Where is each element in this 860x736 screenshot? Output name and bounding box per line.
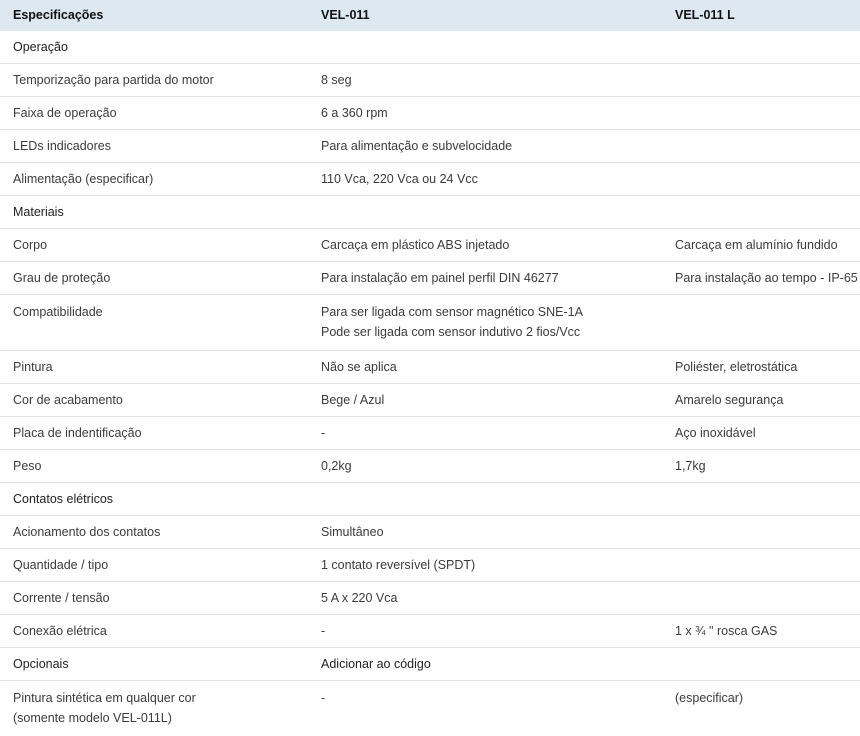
vel-011-l-value: Poliéster, eletrostática bbox=[662, 351, 860, 384]
vel-011-l-value: 1 x ¾ " rosca GAS bbox=[662, 615, 860, 648]
vel-011-l-value bbox=[662, 130, 860, 163]
vel-011-l-value bbox=[662, 582, 860, 615]
table-row bbox=[0, 384, 860, 417]
vel-011-value: 8 seg bbox=[308, 64, 662, 97]
spec-label: Corrente / tensão bbox=[0, 582, 308, 615]
vel-011-value: 110 Vca, 220 Vca ou 24 Vcc bbox=[308, 163, 662, 196]
table-row bbox=[0, 97, 860, 130]
section-label: Contatos elétricos bbox=[0, 483, 860, 516]
header-vel-011: VEL-011 bbox=[308, 0, 662, 31]
table-row bbox=[0, 351, 860, 384]
vel-011-l-value bbox=[662, 516, 860, 549]
vel-011-value: 5 A x 220 Vca bbox=[308, 582, 662, 615]
opcionais-note: Adicionar ao código bbox=[308, 648, 662, 681]
table-row bbox=[0, 450, 860, 483]
table-row bbox=[0, 615, 860, 648]
vel-011-value: 6 a 360 rpm bbox=[308, 97, 662, 130]
section-label: Materiais bbox=[0, 196, 860, 229]
spec-label: Temporização para partida do motor bbox=[0, 64, 308, 97]
spec-label: LEDs indicadores bbox=[0, 130, 308, 163]
spec-label: Grau de proteção bbox=[0, 262, 308, 295]
section-row-operacao bbox=[0, 31, 860, 64]
vel-011-l-value: Carcaça em alumínio fundido bbox=[662, 229, 860, 262]
spec-label: Conexão elétrica bbox=[0, 615, 308, 648]
vel-011-l-value bbox=[662, 549, 860, 582]
vel-011-value: - bbox=[308, 417, 662, 450]
vel-011-l-value bbox=[662, 163, 860, 196]
spec-label: Cor de acabamento bbox=[0, 384, 308, 417]
spec-label: Quantidade / tipo bbox=[0, 549, 308, 582]
vel-011-value: Não se aplica bbox=[308, 351, 662, 384]
table-row bbox=[0, 262, 860, 295]
section-row-opcionais bbox=[0, 648, 860, 681]
spec-label: Peso bbox=[0, 450, 308, 483]
spec-label: Acionamento dos contatos bbox=[0, 516, 308, 549]
label-line: (somente modelo VEL-011L) bbox=[13, 708, 308, 728]
header-especificacoes: Especificações bbox=[0, 0, 308, 31]
vel-011-l-value: 1,7kg bbox=[662, 450, 860, 483]
vel-011-l-value: Amarelo segurança bbox=[662, 384, 860, 417]
section-row-materiais bbox=[0, 196, 860, 229]
table-header-row bbox=[0, 0, 860, 31]
table-row bbox=[0, 516, 860, 549]
section-label: Operação bbox=[0, 31, 860, 64]
spec-label: Alimentação (especificar) bbox=[0, 163, 308, 196]
value-line: Pode ser ligada com sensor indutivo 2 fios/Vcc bbox=[321, 322, 662, 342]
table-row bbox=[0, 417, 860, 450]
label-line: Pintura sintética em qualquer cor bbox=[13, 688, 308, 708]
spec-label: Corpo bbox=[0, 229, 308, 262]
spec-label: Pintura bbox=[0, 351, 308, 384]
vel-011-l-value bbox=[662, 64, 860, 97]
header-vel-011-l: VEL-011 L bbox=[662, 0, 860, 31]
value-line: Para ser ligada com sensor magnético SNE-1A bbox=[321, 302, 662, 322]
vel-011-value: 0,2kg bbox=[308, 450, 662, 483]
vel-011-value bbox=[308, 295, 662, 351]
vel-011-l-value: Aço inoxidável bbox=[662, 417, 860, 450]
vel-011-value: 1 contato reversível (SPDT) bbox=[308, 549, 662, 582]
spec-label: Placa de indentificação bbox=[0, 417, 308, 450]
vel-011-l-value: Para instalação ao tempo - IP-65 bbox=[662, 262, 860, 295]
vel-011-value: Para instalação em painel perfil DIN 46277 bbox=[308, 262, 662, 295]
vel-011-value: - bbox=[308, 615, 662, 648]
table-row bbox=[0, 130, 860, 163]
vel-011-value: Carcaça em plástico ABS injetado bbox=[308, 229, 662, 262]
empty-cell bbox=[662, 648, 860, 681]
section-row-contatos-eletricos bbox=[0, 483, 860, 516]
table-row bbox=[0, 64, 860, 97]
spec-label: Faixa de operação bbox=[0, 97, 308, 130]
vel-011-l-value bbox=[662, 295, 860, 351]
spec-label: Compatibilidade bbox=[0, 295, 308, 351]
table-row bbox=[0, 582, 860, 615]
vel-011-value: Bege / Azul bbox=[308, 384, 662, 417]
vel-011-value: Simultâneo bbox=[308, 516, 662, 549]
vel-011-l-value: (especificar) bbox=[662, 681, 860, 736]
vel-011-value: Para alimentação e subvelocidade bbox=[308, 130, 662, 163]
table-row bbox=[0, 295, 860, 351]
table-row bbox=[0, 229, 860, 262]
vel-011-value: - bbox=[308, 681, 662, 736]
table-row bbox=[0, 549, 860, 582]
table-row bbox=[0, 163, 860, 196]
vel-011-l-value bbox=[662, 97, 860, 130]
section-label: Opcionais bbox=[0, 648, 308, 681]
